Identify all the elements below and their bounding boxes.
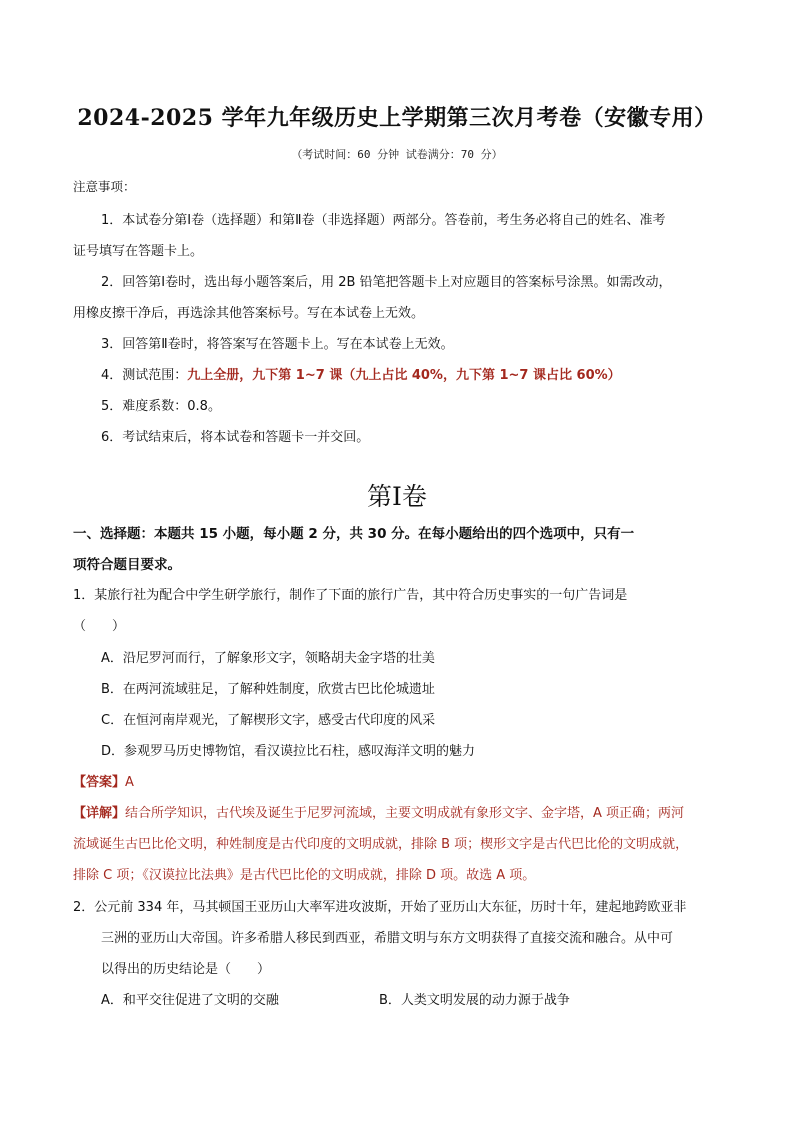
notice-item-2-line-2: 用橡皮擦干净后，再选涂其他答案标号。写在本试卷上无效。 — [73, 306, 425, 321]
q2-stem-line-3: 以得出的历史结论是（ ） — [101, 962, 271, 977]
notice-heading: 注意事项： — [73, 179, 136, 194]
q1-option-b: B．在两河流域驻足，了解种姓制度，欣赏古巴比伦城遗址 — [101, 682, 435, 697]
notice-item-2-line-1: 2．回答第Ⅰ卷时，选出每小题答案后，用 2B 铅笔把答题卡上对应题目的答案标号涂黑。如需改动， — [101, 275, 672, 290]
q1-stem-line-2: （ ） — [73, 619, 126, 634]
q2-option-b: B．人类文明发展的动力源于战争 — [379, 993, 570, 1008]
test-scope: 九上全册，九下第 1~7 课（九上占比 40%，九下第 1~7 课占比 60%） — [187, 368, 621, 383]
notice-item-5: 5．难度系数：0.8。 — [101, 399, 221, 414]
q1-option-c: C．在恒河南岸观光，了解楔形文字，感受古代印度的风采 — [101, 713, 436, 728]
q1-option-d: D．参观罗马历史博物馆，看汉谟拉比石柱，感叹海洋文明的魅力 — [101, 744, 476, 759]
notice-item-4-label: 4．测试范围： — [101, 368, 188, 383]
section-1-heading-line-1: 一、选择题：本题共 15 小题，每小题 2 分，共 30 分。在每小题给出的四个选项中，只有一 — [73, 526, 635, 542]
notice-item-4 — [101, 364, 751, 383]
notice-item-1-line-1: 1．本试卷分第Ⅰ卷（选择题）和第Ⅱ卷（非选择题）两部分。答卷前，考生务必将自己的姓名、准考 — [101, 213, 666, 228]
detail-tag: 【详解】 — [73, 806, 126, 821]
q1-detail-line-3: 排除 C 项；《汉谟拉比法典》是古代巴比伦的文明成就，排除 D 项。故选 A 项。 — [73, 868, 536, 883]
q1-answer — [73, 771, 723, 790]
q2-option-a: A．和平交往促进了文明的交融 — [101, 993, 279, 1008]
notice-item-6: 6．考试结束后，将本试卷和答题卡一并交回。 — [101, 430, 370, 445]
q2-stem-line-2: 三洲的亚历山大帝国。许多希腊人移民到西亚，希腊文明与东方文明获得了直接交流和融合。从中可 — [101, 931, 674, 946]
q1-option-a: A．沿尼罗河而行，了解象形文字，领略胡夫金字塔的壮美 — [101, 651, 435, 666]
answer-value: A — [125, 775, 134, 790]
volume-title: 第Ⅰ卷 — [367, 482, 427, 511]
notice-item-3: 3．回答第Ⅱ卷时，将答案写在答题卡上。写在本试卷上无效。 — [101, 337, 454, 352]
answer-tag: 【答案】 — [73, 775, 126, 790]
detail-text-1: 结合所学知识，古代埃及诞生于尼罗河流域，主要文明成就有象形文字、金字塔，A 项正确；两河 — [125, 806, 685, 821]
section-1-heading-line-2: 项符合题目要求。 — [73, 557, 181, 573]
page-title: 2024-2025 学年九年级历史上学期第三次月考卷（安徽专用） — [77, 105, 717, 131]
q1-stem-line-1: 1．某旅行社为配合中学生研学旅行，制作了下面的旅行广告，其中符合历史事实的一句广告词是 — [73, 588, 628, 603]
q2-stem-line-1: 2．公元前 334 年，马其顿国王亚历山大率军进攻波斯，开始了亚历山大东征，历时十年，建起地跨欧亚非 — [73, 900, 687, 915]
q1-detail-line-1 — [73, 802, 723, 821]
exam-info: （考试时间：60 分钟 试卷满分：70 分） — [291, 148, 503, 161]
notice-item-1-line-2: 证号填写在答题卡上。 — [73, 244, 204, 259]
q1-detail-line-2: 流域诞生古巴比伦文明，种姓制度是古代印度的文明成就，排除 B 项；楔形文字是古代巴比伦的文明成就， — [73, 837, 689, 852]
